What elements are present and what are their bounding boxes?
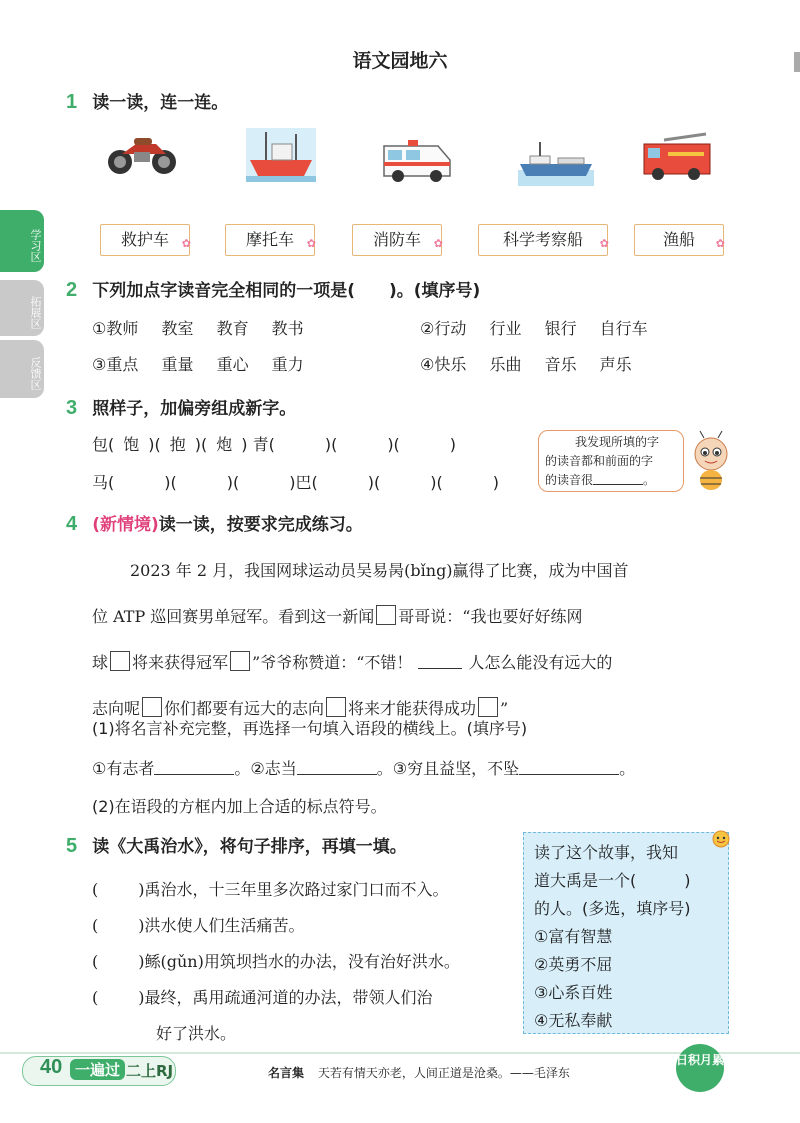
example-char: 抱: [169, 435, 186, 454]
passage-line: 2023 年 2 月，我国网球运动员吴易昺(bǐng)赢得了比赛，成为中国首: [130, 561, 629, 580]
q1-prompt: 读一读，连一连。: [92, 93, 229, 113]
quote-item: 。: [619, 759, 636, 778]
side-tab-expand[interactable]: 拓展区: [0, 280, 44, 336]
option-word: 教师: [106, 319, 139, 338]
q3-row-2: 马( )( )( )巴( )( )( ): [92, 473, 499, 492]
option-word: 重点: [106, 355, 139, 374]
q1-number: 1: [66, 91, 78, 113]
ambulance-image[interactable]: [378, 130, 454, 186]
option-mark: ②: [420, 319, 435, 338]
passage-text: 人怎么能没有远大的: [468, 653, 613, 672]
page-title: 语文园地六: [352, 50, 448, 72]
base-char: 青: [252, 435, 269, 454]
passage-text: 位 ATP 巡回赛男单冠军。看到这一新闻: [92, 607, 375, 626]
box-option: ④无私奉献: [534, 1011, 613, 1030]
option-mark: ③: [92, 355, 107, 374]
label-text: 渔船: [662, 230, 695, 249]
passage-text: 将来才能获得成功: [348, 699, 477, 718]
q5-prompt: 读《大禹治水》，将句子排序，再填一填。: [92, 837, 407, 857]
q3-number: 3: [66, 397, 78, 419]
base-char: 马: [92, 473, 109, 492]
label-fire-truck[interactable]: [352, 224, 442, 256]
box-line[interactable]: 道大禹是一个( ): [534, 871, 691, 890]
q3-prompt: 照样子，加偏旁组成新字。: [92, 399, 297, 419]
option-word: 教室: [161, 319, 194, 338]
q2-heading: [66, 276, 480, 302]
example-char: 炮: [216, 435, 233, 454]
hint-bubble: [538, 430, 684, 492]
order-item[interactable]: ( )洪水使人们生活痛苦。: [92, 916, 305, 935]
label-motorcycle[interactable]: [225, 224, 315, 256]
q2-prompt: 下列加点字读音完全相同的一项是( )。(填序号): [92, 281, 481, 301]
grade-label: 二上RJ: [126, 1062, 174, 1080]
fishing-boat-image[interactable]: [246, 128, 316, 182]
option-word: 快乐: [434, 355, 467, 374]
q2-option-2[interactable]: [420, 316, 648, 339]
bubble-line: 我发现所填的字: [575, 435, 660, 449]
quote-blank[interactable]: [519, 774, 619, 775]
q3-heading: [66, 394, 296, 420]
label-research-ship[interactable]: [478, 224, 608, 256]
option-word: 教育: [216, 319, 249, 338]
order-text: 最终，禹用疏通河道的办法，带领人们治: [144, 988, 433, 1007]
option-word: 银行: [544, 319, 577, 338]
bubble-line: 的读音都和前面的字: [545, 454, 654, 468]
flower-icon: ✿: [599, 237, 609, 250]
option-word: 行动: [434, 319, 467, 338]
punct-box[interactable]: [230, 651, 250, 671]
quote-blank[interactable]: [418, 668, 462, 669]
side-tab-feedback[interactable]: 反馈区: [0, 340, 44, 398]
bubble-blank[interactable]: [593, 484, 643, 485]
flower-icon: ✿: [433, 237, 443, 250]
passage-text: 球: [92, 653, 109, 672]
q2-number: 2: [66, 279, 78, 301]
q4-prompt: 读一读，按要求完成练习。: [158, 515, 363, 535]
bee-mascot-icon: [690, 430, 732, 492]
quote-item: 。③穷且益坚，不坠: [376, 759, 520, 778]
passage-text: 志向呢: [92, 699, 141, 718]
option-word: 自行车: [599, 319, 648, 338]
q3-row-1: 包( 饱 )( 抱 )( 炮 ) 青( )( )( ): [92, 432, 456, 455]
passage-text: 将来获得冠军: [132, 653, 229, 672]
option-word: 重心: [216, 355, 249, 374]
box-option: ②英勇不屈: [534, 955, 613, 974]
option-mark: ④: [420, 355, 435, 374]
order-text: 洪水使人们生活痛苦。: [144, 916, 305, 935]
box-line: 的人。(多选，填序号): [534, 899, 691, 918]
example-char: 饱: [123, 435, 140, 454]
label-text: 救护车: [120, 230, 169, 249]
q5-heading: [66, 832, 407, 858]
passage-text: 哥哥说：“我也要好好练网: [398, 607, 583, 626]
q4-heading: [66, 510, 363, 536]
base-char: 巴: [295, 473, 312, 492]
option-word: 行业: [489, 319, 522, 338]
option-word: 教书: [271, 319, 304, 338]
side-tab-study[interactable]: 学习区: [0, 210, 44, 272]
option-word: 重力: [271, 355, 304, 374]
box-line: 读了这个故事，我知: [534, 843, 679, 862]
quote-item: ①有志者: [92, 759, 155, 778]
q4-number: 4: [66, 513, 78, 535]
quote-text: 天若有情天亦老，人间正道是沧桑。——毛泽东: [317, 1066, 570, 1080]
punct-box[interactable]: [376, 605, 396, 625]
passage-text: ”: [500, 699, 509, 718]
series-badge: 一遍过: [70, 1059, 125, 1080]
q4-sub2: (2)在语段的方框内加上合适的标点符号。: [92, 797, 387, 816]
order-item[interactable]: ( )禹治水，十三年里多次路过家门口而不入。: [92, 880, 449, 899]
q5-side-box: [523, 832, 729, 1034]
punct-box[interactable]: [142, 697, 162, 717]
label-ambulance[interactable]: [100, 224, 190, 256]
q1-heading: [66, 88, 228, 114]
quote-label: 名言集: [268, 1066, 305, 1080]
passage-text: ”爷爷称赞道：“不错！: [252, 653, 413, 672]
passage-text: 你们都要有远大的志向: [164, 699, 325, 718]
flower-icon: ✿: [715, 237, 725, 250]
q5-number: 5: [66, 835, 78, 857]
base-char: 包: [92, 435, 109, 454]
bubble-line: 的读音很: [545, 473, 594, 487]
box-option: ①富有智慧: [534, 927, 613, 946]
order-item[interactable]: ( )最终，禹用疏通河道的办法，带领人们治: [92, 988, 433, 1007]
order-text: 好了洪水。: [156, 1024, 237, 1043]
daily-badge: 日积月累: [676, 1044, 724, 1092]
flower-icon: ✿: [306, 237, 316, 250]
page-number: 40: [40, 1056, 63, 1078]
box-option: ③心系百姓: [534, 983, 613, 1002]
label-fishing-boat[interactable]: [634, 224, 724, 256]
bubble-line: 。: [643, 473, 656, 487]
q2-option-1[interactable]: [92, 316, 304, 339]
q2-option-3[interactable]: [92, 352, 304, 375]
label-text: 科学考察船: [502, 230, 583, 249]
q4-sub1: (1)将名言补充完整，再选择一句填入语段的横线上。(填序号): [92, 719, 528, 738]
quote-blank[interactable]: [154, 774, 234, 775]
option-mark: ①: [92, 319, 107, 338]
option-word: 重量: [161, 355, 194, 374]
punct-box[interactable]: [110, 651, 130, 671]
fire-truck-image[interactable]: [640, 128, 716, 184]
research-ship-image[interactable]: [518, 134, 594, 190]
sun-icon: [708, 826, 734, 852]
q4-tag: (新情境): [92, 515, 159, 535]
quote-blank[interactable]: [297, 774, 377, 775]
q2-option-4[interactable]: [420, 352, 632, 375]
option-word: 音乐: [544, 355, 577, 374]
punct-box[interactable]: [478, 697, 498, 717]
motorcycle-image[interactable]: [104, 124, 180, 180]
quote-item: 。②志当: [234, 759, 297, 778]
order-item[interactable]: ( )鲧(gǔn)用筑坝挡水的办法，没有治好洪水。: [92, 952, 460, 971]
edge-mark: [794, 52, 800, 72]
q5-items: [92, 872, 460, 1052]
punct-box[interactable]: [326, 697, 346, 717]
order-text: 鲧(gǔn)用筑坝挡水的办法，没有治好洪水。: [144, 952, 460, 971]
flower-icon: ✿: [181, 237, 191, 250]
quote-line: [268, 1064, 570, 1081]
option-word: 乐曲: [489, 355, 522, 374]
q4-passage: [92, 548, 742, 732]
label-text: 消防车: [372, 230, 421, 249]
label-text: 摩托车: [245, 230, 294, 249]
order-text: 禹治水，十三年里多次路过家门口而不入。: [144, 880, 449, 899]
q4-sub1-items: [92, 756, 635, 779]
option-word: 声乐: [599, 355, 632, 374]
